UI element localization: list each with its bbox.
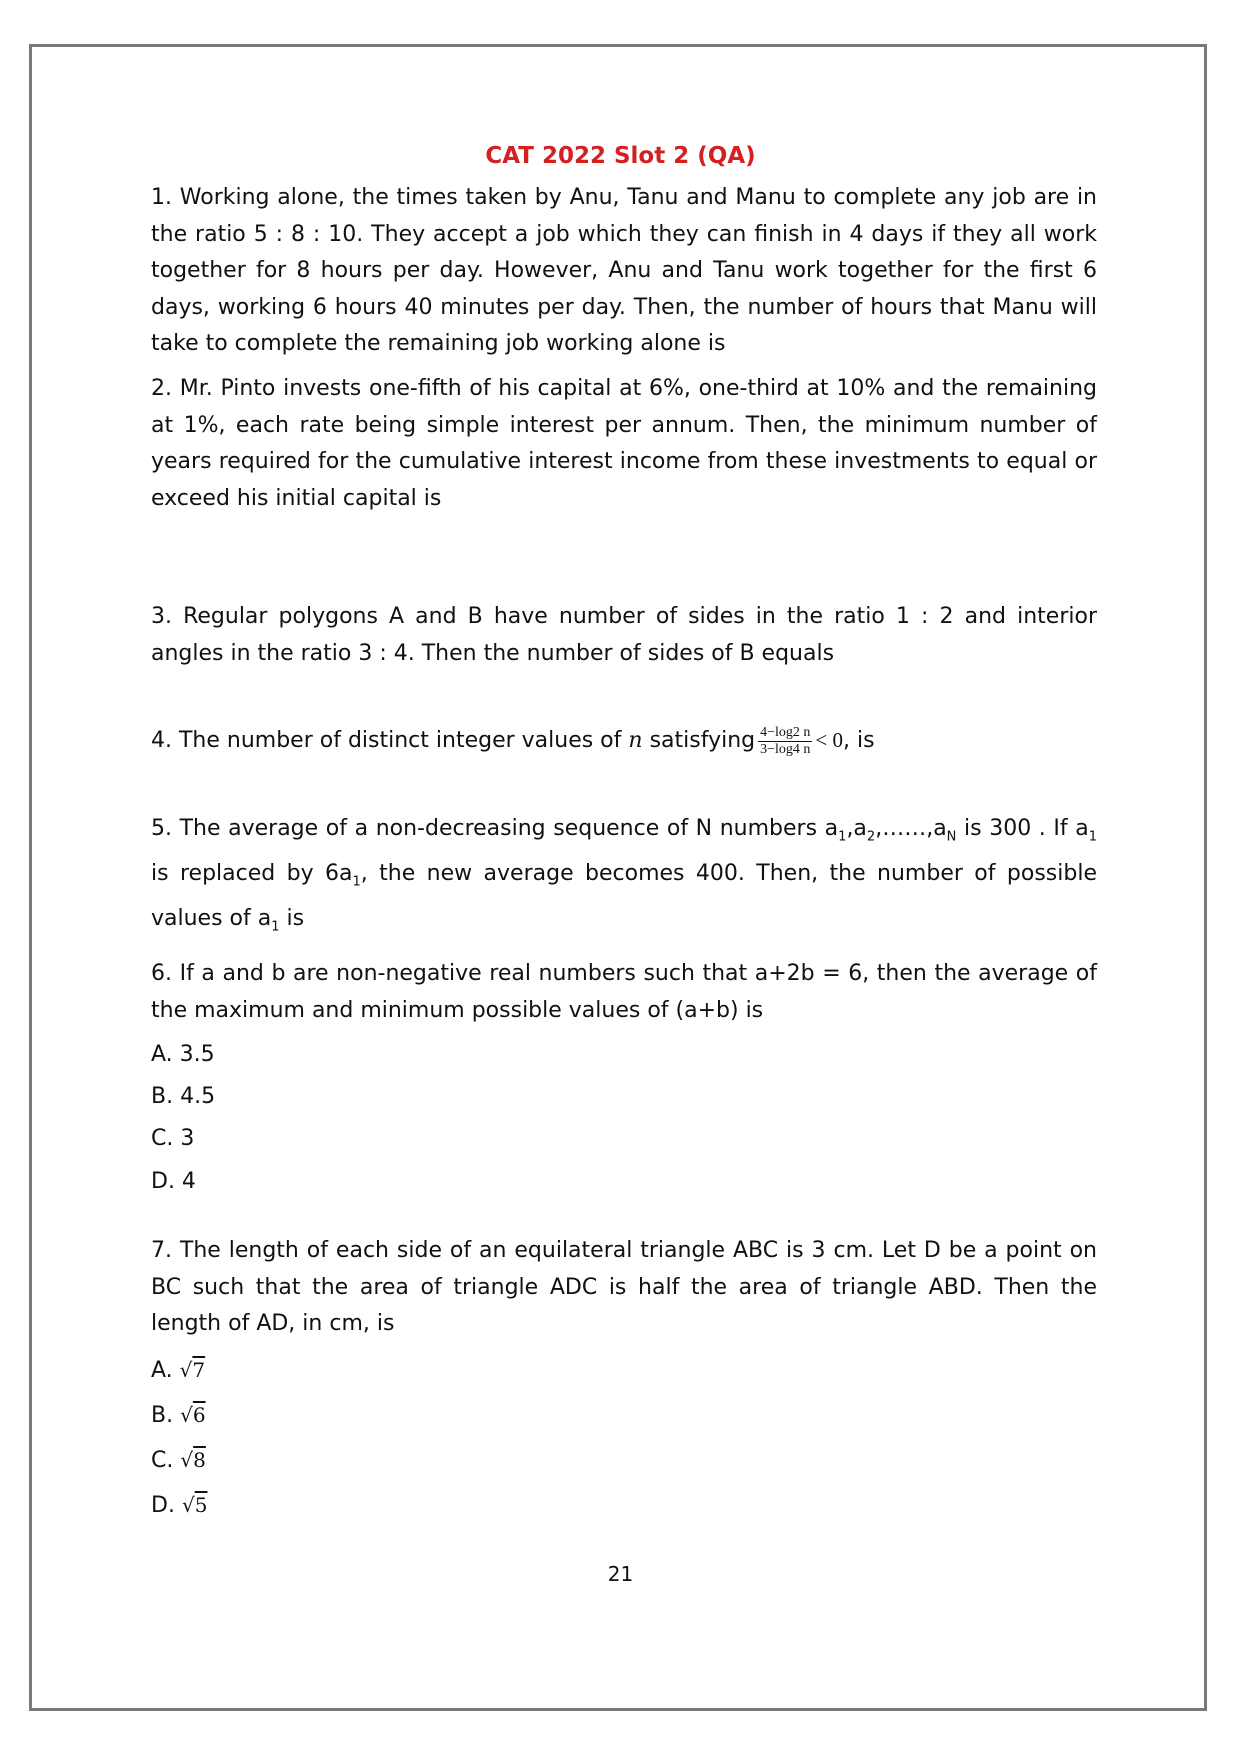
q6-option-d: D. 4	[151, 1169, 196, 1194]
question-7-text: 7. The length of each side of an equilateral triangle ABC is 3 cm. Let D be a point on BC such that the area of triangle ADC is half the area of triangle ABD. Then the length of AD, in cm, is	[151, 1238, 1097, 1336]
question-1-text: 1. Working alone, the times taken by Anu, Tanu and Manu to complete any job are in the ratio 5 : 8 : 10. They accept a job which they can finish in 4 days if they all work together for 8 hours per day. However, Anu and Tanu work together for the first 6 days, working 6 hours 40 minutes per day. Then, the number of hours that Manu will take to complete the remaining job working alone is	[151, 185, 1097, 356]
q4-suffix: , is	[843, 728, 875, 753]
q7-option-c-label: C.	[151, 1448, 174, 1473]
question-2	[151, 371, 1097, 517]
question-2-text: 2. Mr. Pinto invests one-fifth of his capital at 6%, one-third at 10% and the remaining at 1%, each rate being simple interest per annum. Then, the minimum number of years required for the cumulative interest income from these investments to equal or exceed his initial capital is	[151, 376, 1097, 511]
question-7	[151, 1233, 1097, 1343]
q5-text-7: is	[279, 905, 305, 931]
q7-option-a	[151, 1355, 205, 1386]
question-4-text	[151, 722, 1097, 760]
q7-option-d	[151, 1490, 207, 1521]
q7-option-c-sqrt: √8	[180, 1448, 206, 1472]
q7-option-d-label: D.	[151, 1493, 175, 1518]
q5-text-3: ,……,a	[875, 816, 947, 841]
question-6	[151, 956, 1097, 1029]
question-3	[151, 599, 1097, 672]
q4-denominator: 3−log4 n	[760, 741, 811, 757]
q7-option-a-label: A.	[151, 1358, 173, 1383]
q5-text-6: , the new average becomes 400. Then, the number of possible values of a	[151, 860, 1097, 931]
q4-inequality: < 0	[815, 728, 843, 752]
q5-sub-6: 1	[271, 919, 280, 935]
q7-option-b-label: B.	[151, 1403, 181, 1428]
q5-text-4: is 300 . If a	[956, 816, 1089, 841]
question-5	[151, 811, 1097, 946]
q7-option-a-radicand: 7	[192, 1358, 206, 1382]
q7-option-d-sqrt: √5	[181, 1493, 208, 1517]
q5-sub-2: 2	[866, 829, 876, 845]
q4-prefix: 4. The number of distinct integer values of	[151, 728, 622, 753]
q5-sub-1: 1	[838, 829, 847, 845]
q7-option-d-radicand: 5	[194, 1493, 208, 1517]
q7-option-a-sqrt: √7	[179, 1358, 206, 1382]
page-title: CAT 2022 Slot 2 (QA)	[485, 143, 756, 169]
q7-option-b	[151, 1400, 206, 1431]
q4-fraction	[758, 725, 812, 758]
question-6-text: 6. If a and b are non-negative real numbers such that a+2b = 6, then the average of the maximum and minimum possible values of (a+b) is	[151, 961, 1097, 1023]
q5-sub-5: 1	[352, 874, 361, 890]
q5-sub-4: 1	[1088, 829, 1097, 845]
q4-middle: satisfying	[649, 728, 756, 753]
q5-text-5: is replaced by 6a	[151, 860, 353, 886]
q4-variable: n	[628, 728, 643, 753]
q7-option-b-radicand: 6	[192, 1403, 206, 1427]
q6-option-c: C. 3	[151, 1126, 195, 1151]
q6-option-a: A. 3.5	[151, 1042, 215, 1067]
q7-option-c	[151, 1445, 206, 1476]
page-number: 21	[607, 1562, 634, 1586]
question-4	[151, 722, 1097, 760]
q5-text-1: 5. The average of a non-decreasing sequence of N numbers a	[151, 816, 839, 841]
q5-sub-3: N	[946, 829, 957, 845]
q7-option-c-radicand: 8	[193, 1448, 206, 1472]
question-3-text: 3. Regular polygons A and B have number of sides in the ratio 1 : 2 and interior angles in the ratio 3 : 4. Then the number of sides of B equals	[151, 604, 1097, 666]
q4-numerator: 4−log2 n	[760, 724, 811, 740]
q7-option-b-sqrt: √6	[180, 1403, 206, 1427]
question-1	[151, 180, 1097, 363]
q5-text-2: ,a	[846, 816, 867, 841]
q6-option-b: B. 4.5	[151, 1084, 216, 1109]
question-5-text	[151, 811, 1097, 946]
